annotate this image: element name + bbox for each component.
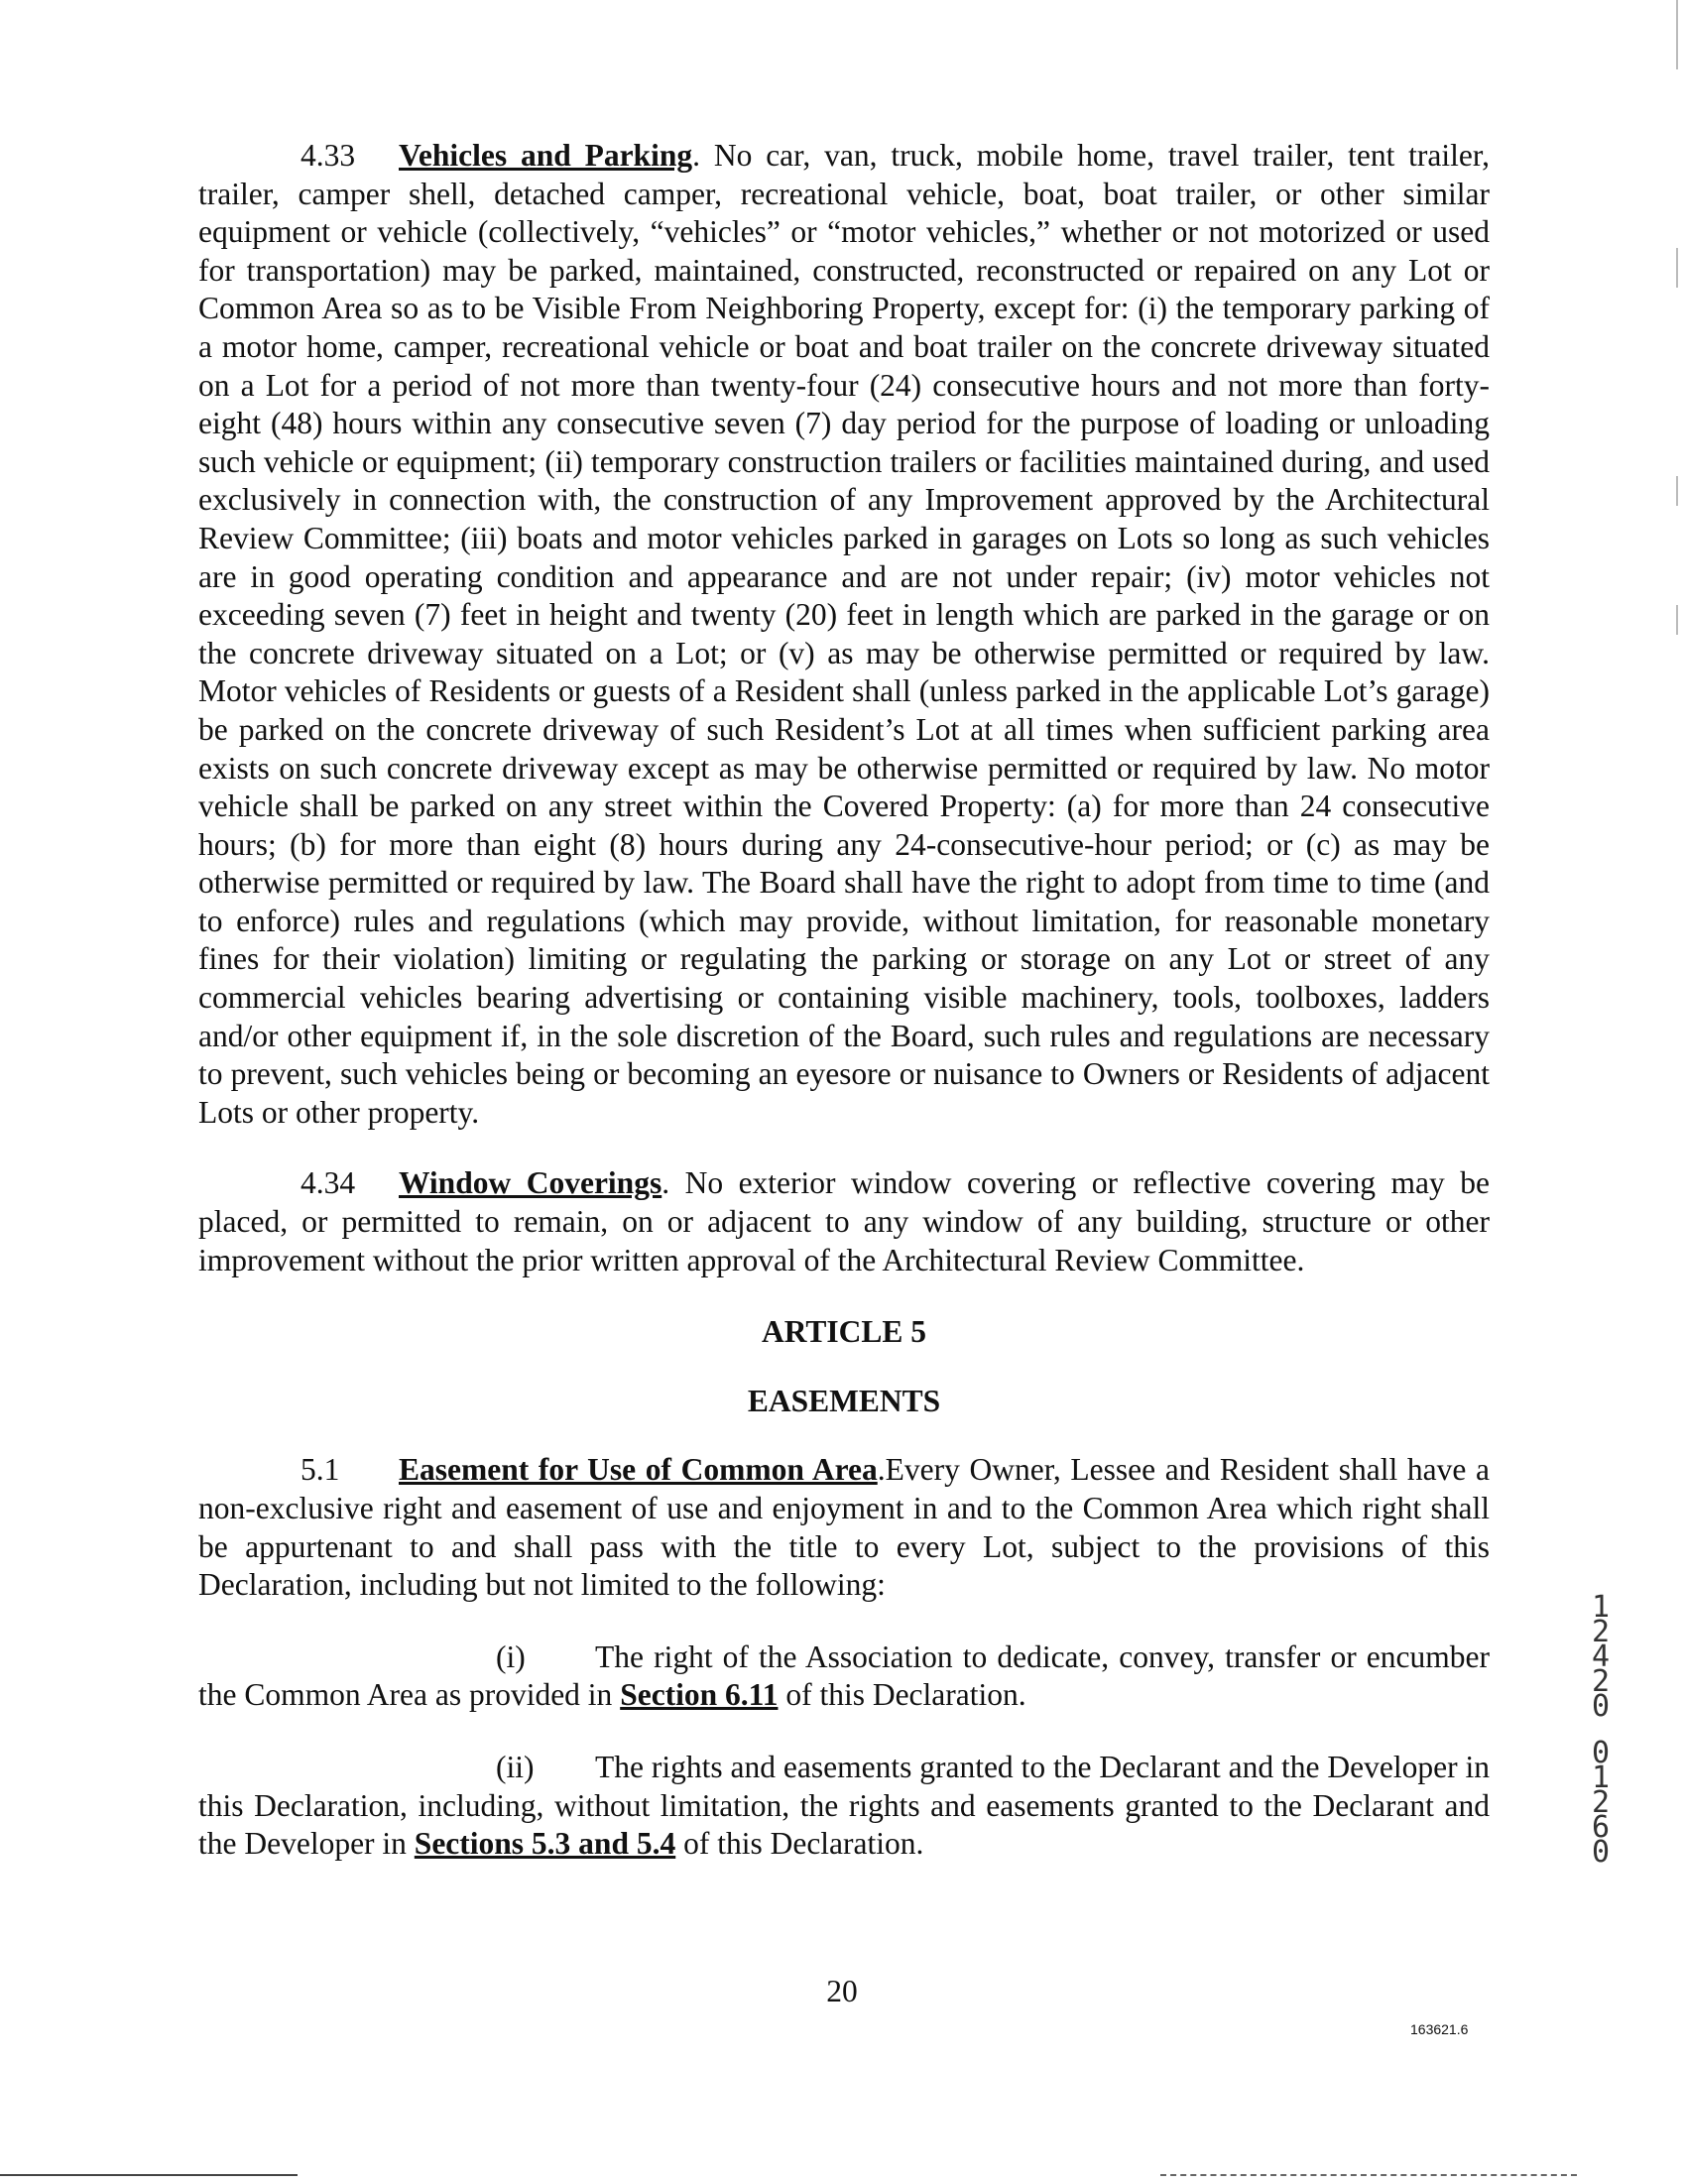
section-body: .Every Owner, Lessee and Resident shall have a non-exclusive right and easement of use and enjoyment in and to the Common Area which right shall be appurtenant to and shall pass with the title to every Lot, subject to the provisions of this Declaration, including but not limited to the following: [198, 1452, 1491, 1603]
section-4-33 [198, 137, 1490, 1132]
scan-edge-mark [1676, 605, 1678, 635]
scan-bottom-rule [1160, 2174, 1577, 2177]
section-heading: Window Coverings [399, 1165, 662, 1201]
section-heading: Vehicles and Parking [399, 138, 693, 173]
scan-bottom-rule [0, 2174, 298, 2176]
page-number: 20 [826, 1974, 858, 2008]
recording-stamp [1587, 1590, 1615, 1870]
document-page [198, 137, 1490, 1864]
scan-edge-mark [1676, 476, 1678, 506]
section-body: . No car, van, truck, mobile home, travel trailer, tent trailer, trailer, camper shell, detached camper, recreational vehicle, boat, boat trailer, or other similar equipment or vehicle (collectively, “vehicles” or “motor vehicles,” whether or not motorized or used for transportation) may be parked, maintained, constructed, reconstructed or repaired on any Lot or Common Area so as to be Visible From Neighboring Property, except for: (i) the temporary parking of a motor home, camper, recreational vehicle or boat and boat trailer on the concrete driveway situated on a Lot for a period of not more than twenty-four (24) consecutive hours and not more than forty-eight (48) hours within any consecutive seven (7) day period for the purpose of loading or unloading such vehicle or equipment; (ii) temporary construction trailers or facilities maintained during, and used exclusively in connection with, the construction of any Improvement approved by the Architectural Review Committee; (iii) boats and motor vehicles parked in garages on Lots so long as such vehicles are in good operating condition and appearance and are not under repair; (iv) motor vehicles not exceeding seven (7) feet in height and twenty (20) feet in length which are parked in the garage or on the concrete driveway situated on a Lot; or (v) as may be otherwise permitted or required by law. Motor vehicles of Residents or guests of a Resident shall (unless parked in the applicable Lot’s garage) be parked on the concrete driveway of such Resident’s Lot at all times when sufficient parking area exists on such concrete driveway except as may be otherwise permitted or required by law. No motor vehicle shall be parked on any street within the Covered Property: (a) for more than 24 consecutive hours; (b) for more than eight (8) hours during any 24-consecutive-hour period; or (c) as may be otherwise permitted or required by law. The Board shall have the right to adopt from time to time (and to enforce) rules and regulations (which may provide, without limitation, for reasonable monetary fines for their violation) limiting or regulating the parking or storage on any Lot or street of any commercial vehicles bearing advertising or containing visible machinery, tools, toolboxes, ladders and/or other equipment if, in the sole discretion of the Board, such rules and regulations are necessary to prevent, such vehicles being or becoming an eyesore or nuisance to Owners or Residents of adjacent Lots or other property. [198, 138, 1490, 1130]
article-title: EASEMENTS [747, 1383, 941, 1418]
article-label: ARTICLE 5 [761, 1314, 927, 1350]
subsection-number: (i) [496, 1638, 526, 1674]
section-number: 4.34 [301, 1165, 356, 1201]
subsection-text: The right of the Association to dedicate, convey, transfer or encumber the Common Area as provided in [198, 1638, 1490, 1713]
subsection-ii [198, 1749, 1490, 1864]
subsection-text-end: of this Declaration. [778, 1677, 1026, 1713]
section-body: . No exterior window covering or reflective covering may be placed, or permitted to remain, on or adjacent to any window of any building, structure or other improvement without the prior written approval of the Architectural Review Committee. [198, 1165, 1490, 1277]
section-4-34 [198, 1164, 1490, 1279]
subsection-text: The rights and easements granted to the Declarant and the Developer in this Declaration, including, without limitation, the rights and easements granted to the Declarant and the Developer in [198, 1749, 1490, 1862]
scan-edge-mark [1676, 0, 1678, 69]
section-reference: Sections 5.3 and 5.4 [414, 1826, 676, 1862]
stamp-line-1: 1 2 4 2 0 [1591, 1590, 1611, 1724]
subsection-number: (ii) [496, 1749, 535, 1784]
section-number: 4.33 [301, 138, 356, 173]
subsection-text-end: of this Declaration. [675, 1826, 924, 1862]
subsection-i [198, 1638, 1490, 1715]
document-id: 163621.6 [1410, 2021, 1469, 2037]
section-heading: Easement for Use of Common Area [399, 1452, 878, 1488]
section-number: 5.1 [301, 1452, 340, 1488]
stamp-line-2: 0 1 2 6 0 [1591, 1736, 1611, 1870]
scan-edge-mark [1676, 248, 1678, 288]
section-5-1 [198, 1451, 1490, 1604]
section-reference: Section 6.11 [620, 1677, 779, 1713]
